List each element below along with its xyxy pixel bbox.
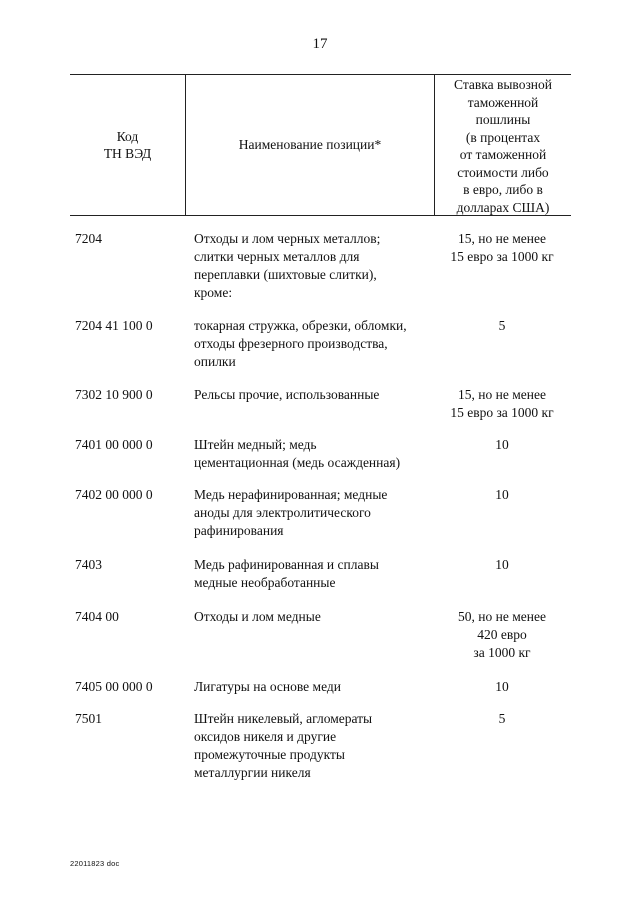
row-name	[194, 486, 434, 540]
row-rate-line: 10	[495, 679, 509, 694]
row-code: 7405 00 000 0	[75, 679, 153, 694]
row-code: 7404 00	[75, 609, 119, 624]
row-rate-line: 15, но не менее	[458, 231, 546, 246]
row-rate-line: 420 евро	[477, 627, 527, 642]
row-name-line: слитки черных металлов для	[194, 249, 360, 264]
row-name	[194, 556, 434, 592]
row-name	[194, 436, 434, 472]
header-code	[70, 75, 185, 215]
header-rate-line: стоимости либо	[457, 164, 549, 180]
row-name-line: Рельсы прочие, использованные	[194, 387, 380, 402]
row-rate-line: 15 евро за 1000 кг	[450, 405, 554, 420]
row-rate	[434, 317, 570, 335]
row-name-line: Отходы и лом медные	[194, 609, 321, 624]
table-header	[70, 74, 571, 216]
header-rate-line: (в процентах	[465, 129, 541, 145]
row-rate-line: 15, но не менее	[458, 387, 546, 402]
row-rate-line: 50, но не менее	[458, 609, 546, 624]
row-code: 7403	[75, 557, 102, 572]
row-name	[194, 230, 434, 302]
header-code-line: ТН ВЭД	[103, 146, 152, 161]
row-rate-line: 10	[495, 437, 509, 452]
row-code: 7402 00 000 0	[75, 487, 153, 502]
row-name-line: переплавки (шихтовые слитки),	[194, 267, 377, 282]
header-rate-line: Ставка вывозной	[454, 77, 552, 92]
row-code: 7204 41 100 0	[75, 318, 153, 333]
page-number: 17	[312, 36, 328, 52]
row-name-line: рафинирования	[194, 523, 284, 538]
row-name-line: промежуточные продукты	[194, 747, 345, 762]
row-rate	[434, 386, 570, 422]
row-name-line: Лигатуры на основе меди	[194, 679, 341, 694]
row-name-line: Медь рафинированная и сплавы	[194, 557, 379, 572]
row-code: 7501	[75, 711, 102, 726]
row-rate-line: 5	[498, 318, 506, 333]
row-name-line: медные необработанные	[194, 575, 336, 590]
header-rate-line: долларах США)	[456, 199, 550, 215]
row-code: 7204	[75, 231, 102, 246]
row-rate-line: 10	[495, 487, 509, 502]
row-name	[194, 678, 434, 696]
row-name	[194, 386, 434, 404]
row-name-line: Отходы и лом черных металлов;	[194, 231, 381, 246]
row-name	[194, 608, 434, 626]
row-rate-line: за 1000 кг	[473, 645, 531, 660]
tariff-table	[70, 74, 571, 780]
header-rate	[435, 75, 571, 215]
row-rate-line: 15 евро за 1000 кг	[450, 249, 554, 264]
row-code: 7401 00 000 0	[75, 437, 153, 452]
row-name-line: опилки	[194, 354, 236, 369]
header-code-line: Код	[116, 128, 139, 144]
row-rate	[434, 230, 570, 266]
row-name-line: цементационная (медь осажденная)	[194, 455, 401, 470]
row-name-line: Медь нерафинированная; медные	[194, 487, 388, 502]
header-name	[186, 75, 434, 215]
row-rate	[434, 710, 570, 728]
row-name-line: Штейн никелевый, агломераты	[194, 711, 373, 726]
row-name-line: оксидов никеля и другие	[194, 729, 337, 744]
row-rate	[434, 678, 570, 696]
row-rate	[434, 608, 570, 662]
header-rate-line: таможенной	[467, 94, 539, 110]
row-name	[194, 317, 434, 371]
header-rate-line: от таможенной	[459, 147, 547, 162]
row-name-line: Штейн медный; медь	[194, 437, 317, 452]
row-name-line: отходы фрезерного производства,	[194, 336, 388, 351]
row-rate-line: 10	[495, 557, 509, 572]
row-name-line: металлургии никеля	[194, 765, 311, 780]
row-rate	[434, 486, 570, 504]
row-name	[194, 710, 434, 782]
row-code: 7302 10 900 0	[75, 387, 153, 402]
header-name-text: Наименование позиции*	[238, 137, 382, 153]
row-rate	[434, 436, 570, 454]
row-rate	[434, 556, 570, 574]
document-id: 22011823 doc	[70, 859, 120, 868]
row-name-line: аноды для электролитического	[194, 505, 371, 520]
header-rate-line: пошлины	[475, 112, 531, 127]
row-name-line: токарная стружка, обрезки, обломки,	[194, 318, 407, 333]
row-rate-line: 5	[498, 711, 506, 726]
header-rate-line: в евро, либо в	[463, 182, 543, 197]
row-name-line: кроме:	[194, 285, 233, 300]
